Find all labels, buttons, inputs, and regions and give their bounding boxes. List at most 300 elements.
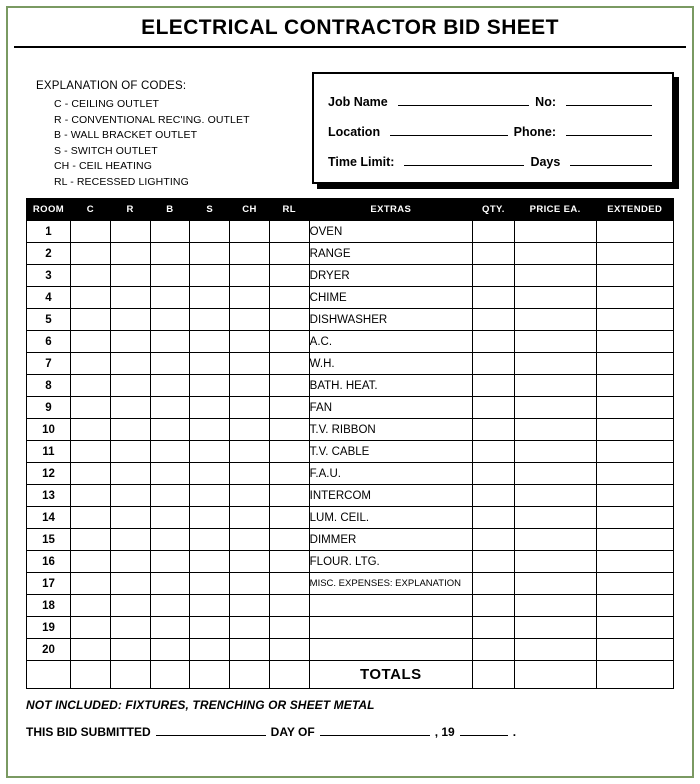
cell-ch[interactable] — [230, 265, 270, 287]
cell-b[interactable] — [150, 573, 190, 595]
cell-c[interactable] — [70, 309, 110, 331]
list-item: CH - CEIL HEATING — [54, 160, 152, 172]
table-row — [27, 221, 674, 243]
table-row — [27, 309, 674, 331]
cell-r[interactable] — [110, 287, 150, 309]
cell-b[interactable] — [150, 639, 190, 661]
year-prefix: , 19 — [434, 725, 455, 739]
cell-price[interactable] — [514, 441, 596, 463]
job-no-label: No: — [535, 95, 556, 109]
cell-c[interactable] — [70, 375, 110, 397]
cell-s[interactable] — [190, 441, 230, 463]
page-content — [14, 12, 686, 774]
cell-r[interactable] — [110, 353, 150, 375]
cell-qty[interactable] — [472, 573, 514, 595]
list-item: B - WALL BRACKET OUTLET — [54, 129, 198, 141]
cell-price[interactable] — [514, 507, 596, 529]
cell-extras: CHIME — [309, 287, 472, 309]
cell-extended[interactable] — [596, 507, 674, 529]
cell-ch[interactable] — [230, 397, 270, 419]
phone-field[interactable] — [566, 123, 652, 136]
cell-rl[interactable] — [269, 243, 309, 265]
cell-b[interactable] — [150, 331, 190, 353]
cell-extended[interactable] — [596, 485, 674, 507]
col-qty: QTY. — [472, 199, 514, 221]
cell-qty[interactable] — [472, 419, 514, 441]
cell-extras: W.H. — [309, 353, 472, 375]
cell-extended[interactable] — [596, 331, 674, 353]
cell-price[interactable] — [514, 639, 596, 661]
col-extended: EXTENDED — [596, 199, 674, 221]
col-s: S — [190, 199, 230, 221]
cell-b[interactable] — [150, 397, 190, 419]
cell-s[interactable] — [190, 375, 230, 397]
cell-b[interactable] — [150, 309, 190, 331]
cell-r[interactable] — [110, 463, 150, 485]
cell-c[interactable] — [70, 397, 110, 419]
col-r: R — [110, 199, 150, 221]
row-number: 13 — [27, 485, 71, 507]
cell-ch[interactable] — [230, 529, 270, 551]
time-limit-label: Time Limit: — [328, 155, 395, 169]
cell-extended[interactable] — [596, 529, 674, 551]
submitted-year-field[interactable] — [460, 724, 508, 736]
totals-s[interactable] — [190, 661, 230, 689]
cell-qty[interactable] — [472, 221, 514, 243]
table-row — [27, 375, 674, 397]
job-name-label: Job Name — [328, 95, 388, 109]
cell-price[interactable] — [514, 573, 596, 595]
cell-c[interactable] — [70, 617, 110, 639]
location-field[interactable] — [390, 123, 508, 136]
cell-price[interactable] — [514, 375, 596, 397]
cell-b[interactable] — [150, 353, 190, 375]
cell-price[interactable] — [514, 397, 596, 419]
submitted-month-field[interactable] — [320, 724, 430, 736]
cell-c[interactable] — [70, 573, 110, 595]
codes-heading: EXPLANATION OF CODES: — [36, 80, 187, 92]
row-number: 7 — [27, 353, 71, 375]
row-number: 17 — [27, 573, 71, 595]
cell-qty[interactable] — [472, 331, 514, 353]
cell-extended[interactable] — [596, 397, 674, 419]
cell-price[interactable] — [514, 529, 596, 551]
cell-ch[interactable] — [230, 375, 270, 397]
cell-qty[interactable] — [472, 243, 514, 265]
cell-r[interactable] — [110, 595, 150, 617]
job-info-box — [312, 72, 674, 184]
row-number: 9 — [27, 397, 71, 419]
cell-b[interactable] — [150, 617, 190, 639]
cell-extended[interactable] — [596, 639, 674, 661]
title-divider — [14, 46, 686, 48]
cell-s[interactable] — [190, 463, 230, 485]
totals-room-cell — [27, 661, 71, 689]
cell-c[interactable] — [70, 595, 110, 617]
cell-qty[interactable] — [472, 463, 514, 485]
cell-r[interactable] — [110, 639, 150, 661]
cell-c[interactable] — [70, 419, 110, 441]
cell-ch[interactable] — [230, 617, 270, 639]
cell-price[interactable] — [514, 353, 596, 375]
table-row — [27, 463, 674, 485]
cell-qty[interactable] — [472, 375, 514, 397]
cell-qty[interactable] — [472, 639, 514, 661]
cell-extras: BATH. HEAT. — [309, 375, 472, 397]
cell-rl[interactable] — [269, 617, 309, 639]
cell-price[interactable] — [514, 551, 596, 573]
col-extras: EXTRAS — [309, 199, 472, 221]
cell-r[interactable] — [110, 265, 150, 287]
cell-price[interactable] — [514, 463, 596, 485]
cell-r[interactable] — [110, 375, 150, 397]
cell-price[interactable] — [514, 287, 596, 309]
cell-ch[interactable] — [230, 287, 270, 309]
cell-r[interactable] — [110, 221, 150, 243]
cell-qty[interactable] — [472, 309, 514, 331]
submitted-day-field[interactable] — [156, 724, 266, 736]
cell-extended[interactable] — [596, 617, 674, 639]
cell-rl[interactable] — [269, 441, 309, 463]
row-number: 15 — [27, 529, 71, 551]
cell-c[interactable] — [70, 441, 110, 463]
footer — [26, 698, 674, 739]
table-row — [27, 551, 674, 573]
header-row — [27, 199, 674, 221]
totals-c[interactable] — [70, 661, 110, 689]
cell-c[interactable] — [70, 265, 110, 287]
cell-rl[interactable] — [269, 353, 309, 375]
cell-qty[interactable] — [472, 507, 514, 529]
cell-r[interactable] — [110, 309, 150, 331]
cell-ch[interactable] — [230, 463, 270, 485]
cell-price[interactable] — [514, 243, 596, 265]
cell-c[interactable] — [70, 463, 110, 485]
cell-c[interactable] — [70, 243, 110, 265]
totals-rl[interactable] — [269, 661, 309, 689]
cell-r[interactable] — [110, 441, 150, 463]
cell-s[interactable] — [190, 419, 230, 441]
table-row — [27, 573, 674, 595]
cell-rl[interactable] — [269, 485, 309, 507]
cell-extended[interactable] — [596, 265, 674, 287]
cell-b[interactable] — [150, 463, 190, 485]
row-number: 1 — [27, 221, 71, 243]
row-number: 18 — [27, 595, 71, 617]
table-row — [27, 265, 674, 287]
cell-b[interactable] — [150, 287, 190, 309]
codes-list — [26, 97, 306, 190]
cell-qty[interactable] — [472, 551, 514, 573]
cell-ch[interactable] — [230, 419, 270, 441]
cell-extras: F.A.U. — [309, 463, 472, 485]
list-item: C - CEILING OUTLET — [54, 98, 160, 110]
cell-extras: FAN — [309, 397, 472, 419]
cell-r[interactable] — [110, 485, 150, 507]
cell-extended[interactable] — [596, 551, 674, 573]
table-row — [27, 287, 674, 309]
cell-extras[interactable] — [309, 617, 472, 639]
location-row — [328, 123, 658, 139]
row-number: 4 — [27, 287, 71, 309]
totals-ch[interactable] — [230, 661, 270, 689]
job-name-field[interactable] — [398, 93, 529, 106]
cell-extended[interactable] — [596, 243, 674, 265]
table-row — [27, 617, 674, 639]
cell-r[interactable] — [110, 331, 150, 353]
cell-r[interactable] — [110, 243, 150, 265]
cell-extras: RANGE — [309, 243, 472, 265]
cell-ch[interactable] — [230, 595, 270, 617]
cell-ch[interactable] — [230, 353, 270, 375]
cell-price[interactable] — [514, 595, 596, 617]
cell-rl[interactable] — [269, 573, 309, 595]
cell-rl[interactable] — [269, 287, 309, 309]
table-row — [27, 507, 674, 529]
cell-ch[interactable] — [230, 441, 270, 463]
totals-b[interactable] — [150, 661, 190, 689]
table-row — [27, 639, 674, 661]
cell-extras: DRYER — [309, 265, 472, 287]
not-included-note: NOT INCLUDED: FIXTURES, TRENCHING OR SHEET METAL — [26, 698, 375, 712]
cell-ch[interactable] — [230, 309, 270, 331]
totals-qty[interactable] — [472, 661, 514, 689]
cell-c[interactable] — [70, 639, 110, 661]
phone-label: Phone: — [513, 125, 556, 139]
cell-extended[interactable] — [596, 309, 674, 331]
job-box — [312, 72, 674, 184]
cell-ch[interactable] — [230, 243, 270, 265]
cell-price[interactable] — [514, 331, 596, 353]
cell-rl[interactable] — [269, 375, 309, 397]
cell-price[interactable] — [514, 419, 596, 441]
cell-c[interactable] — [70, 485, 110, 507]
row-number: 11 — [27, 441, 71, 463]
cell-qty[interactable] — [472, 595, 514, 617]
cell-rl[interactable] — [269, 551, 309, 573]
totals-extended[interactable] — [596, 661, 674, 689]
row-number: 19 — [27, 617, 71, 639]
table-row — [27, 595, 674, 617]
cell-c[interactable] — [70, 353, 110, 375]
cell-b[interactable] — [150, 595, 190, 617]
cell-s[interactable] — [190, 551, 230, 573]
table-row — [27, 243, 674, 265]
cell-c[interactable] — [70, 287, 110, 309]
bid-submitted-line — [26, 724, 674, 739]
cell-s[interactable] — [190, 243, 230, 265]
row-number: 16 — [27, 551, 71, 573]
cell-s[interactable] — [190, 287, 230, 309]
cell-ch[interactable] — [230, 485, 270, 507]
cell-price[interactable] — [514, 485, 596, 507]
cell-extras[interactable] — [309, 639, 472, 661]
cell-rl[interactable] — [269, 463, 309, 485]
cell-b[interactable] — [150, 507, 190, 529]
cell-b[interactable] — [150, 375, 190, 397]
cell-rl[interactable] — [269, 529, 309, 551]
codes-legend — [26, 58, 306, 190]
cell-extended[interactable] — [596, 573, 674, 595]
cell-b[interactable] — [150, 243, 190, 265]
col-c: C — [70, 199, 110, 221]
table-row — [27, 485, 674, 507]
cell-s[interactable] — [190, 221, 230, 243]
cell-rl[interactable] — [269, 309, 309, 331]
cell-rl[interactable] — [269, 221, 309, 243]
cell-rl[interactable] — [269, 331, 309, 353]
col-b: B — [150, 199, 190, 221]
cell-extended[interactable] — [596, 595, 674, 617]
cell-qty[interactable] — [472, 265, 514, 287]
cell-qty[interactable] — [472, 353, 514, 375]
cell-price[interactable] — [514, 221, 596, 243]
cell-c[interactable] — [70, 221, 110, 243]
list-item: RL - RECESSED LIGHTING — [54, 175, 189, 188]
days-label: Days — [530, 155, 561, 169]
cell-qty[interactable] — [472, 287, 514, 309]
row-number: 3 — [27, 265, 71, 287]
cell-rl[interactable] — [269, 419, 309, 441]
row-number: 5 — [27, 309, 71, 331]
cell-price[interactable] — [514, 309, 596, 331]
cell-s[interactable] — [190, 331, 230, 353]
cell-b[interactable] — [150, 485, 190, 507]
cell-rl[interactable] — [269, 397, 309, 419]
cell-extras: A.C. — [309, 331, 472, 353]
cell-r[interactable] — [110, 419, 150, 441]
cell-c[interactable] — [70, 551, 110, 573]
cell-b[interactable] — [150, 419, 190, 441]
job-no-field[interactable] — [566, 93, 652, 106]
cell-s[interactable] — [190, 485, 230, 507]
top-section — [26, 58, 674, 188]
cell-extras[interactable] — [309, 595, 472, 617]
page-title: ELECTRICAL CONTRACTOR BID SHEET — [141, 16, 559, 39]
cell-rl[interactable] — [269, 507, 309, 529]
cell-ch[interactable] — [230, 573, 270, 595]
cell-rl[interactable] — [269, 265, 309, 287]
day-of-label: DAY OF — [270, 725, 315, 739]
list-item: R - CONVENTIONAL REC'ING. OUTLET — [54, 113, 250, 126]
cell-extended[interactable] — [596, 221, 674, 243]
location-label: Location — [328, 125, 381, 139]
cell-r[interactable] — [110, 507, 150, 529]
period: . — [512, 725, 517, 739]
cell-extended[interactable] — [596, 441, 674, 463]
col-rl: RL — [269, 199, 309, 221]
cell-c[interactable] — [70, 529, 110, 551]
row-number: 14 — [27, 507, 71, 529]
row-number: 20 — [27, 639, 71, 661]
cell-c[interactable] — [70, 331, 110, 353]
cell-s[interactable] — [190, 573, 230, 595]
totals-row — [27, 661, 674, 689]
row-number: 12 — [27, 463, 71, 485]
time-limit-field[interactable] — [404, 153, 524, 166]
cell-s[interactable] — [190, 397, 230, 419]
cell-s[interactable] — [190, 595, 230, 617]
cell-extras: T.V. RIBBON — [309, 419, 472, 441]
col-price-ea: PRICE EA. — [514, 199, 596, 221]
cell-qty[interactable] — [472, 529, 514, 551]
table-row — [27, 419, 674, 441]
cell-r[interactable] — [110, 617, 150, 639]
cell-s[interactable] — [190, 265, 230, 287]
col-ch: CH — [230, 199, 270, 221]
cell-price[interactable] — [514, 265, 596, 287]
cell-qty[interactable] — [472, 485, 514, 507]
cell-b[interactable] — [150, 441, 190, 463]
table-row — [27, 353, 674, 375]
cell-qty[interactable] — [472, 441, 514, 463]
cell-s[interactable] — [190, 639, 230, 661]
table-row — [27, 529, 674, 551]
cell-c[interactable] — [70, 507, 110, 529]
cell-extended[interactable] — [596, 353, 674, 375]
time-limit-row — [328, 153, 658, 169]
row-number: 10 — [27, 419, 71, 441]
cell-extended[interactable] — [596, 419, 674, 441]
row-number: 8 — [27, 375, 71, 397]
table-row — [27, 397, 674, 419]
cell-ch[interactable] — [230, 331, 270, 353]
cell-qty[interactable] — [472, 617, 514, 639]
cell-ch[interactable] — [230, 639, 270, 661]
cell-r[interactable] — [110, 529, 150, 551]
submitted-prefix: THIS BID SUBMITTED — [26, 725, 151, 739]
cell-extended[interactable] — [596, 287, 674, 309]
cell-price[interactable] — [514, 617, 596, 639]
job-name-row — [328, 93, 658, 109]
cell-s[interactable] — [190, 617, 230, 639]
totals-price[interactable] — [514, 661, 596, 689]
table-row — [27, 441, 674, 463]
cell-extended[interactable] — [596, 463, 674, 485]
cell-extras: OVEN — [309, 221, 472, 243]
cell-extended[interactable] — [596, 375, 674, 397]
cell-ch[interactable] — [230, 507, 270, 529]
list-item: S - SWITCH OUTLET — [54, 144, 158, 157]
totals-r[interactable] — [110, 661, 150, 689]
cell-b[interactable] — [150, 551, 190, 573]
cell-r[interactable] — [110, 551, 150, 573]
cell-rl[interactable] — [269, 595, 309, 617]
cell-b[interactable] — [150, 529, 190, 551]
cell-r[interactable] — [110, 573, 150, 595]
cell-qty[interactable] — [472, 397, 514, 419]
col-room: ROOM — [27, 199, 71, 221]
cell-extras: FLOUR. LTG. — [309, 551, 472, 573]
cell-s[interactable] — [190, 353, 230, 375]
cell-ch[interactable] — [230, 221, 270, 243]
cell-b[interactable] — [150, 221, 190, 243]
cell-r[interactable] — [110, 397, 150, 419]
cell-extras: DIMMER — [309, 529, 472, 551]
cell-rl[interactable] — [269, 639, 309, 661]
row-number: 2 — [27, 243, 71, 265]
cell-extras: INTERCOM — [309, 485, 472, 507]
table-header — [27, 199, 674, 221]
row-number: 6 — [27, 331, 71, 353]
cell-s[interactable] — [190, 529, 230, 551]
cell-s[interactable] — [190, 309, 230, 331]
cell-ch[interactable] — [230, 551, 270, 573]
cell-s[interactable] — [190, 507, 230, 529]
table-row — [27, 331, 674, 353]
cell-extras: T.V. CABLE — [309, 441, 472, 463]
cell-b[interactable] — [150, 265, 190, 287]
